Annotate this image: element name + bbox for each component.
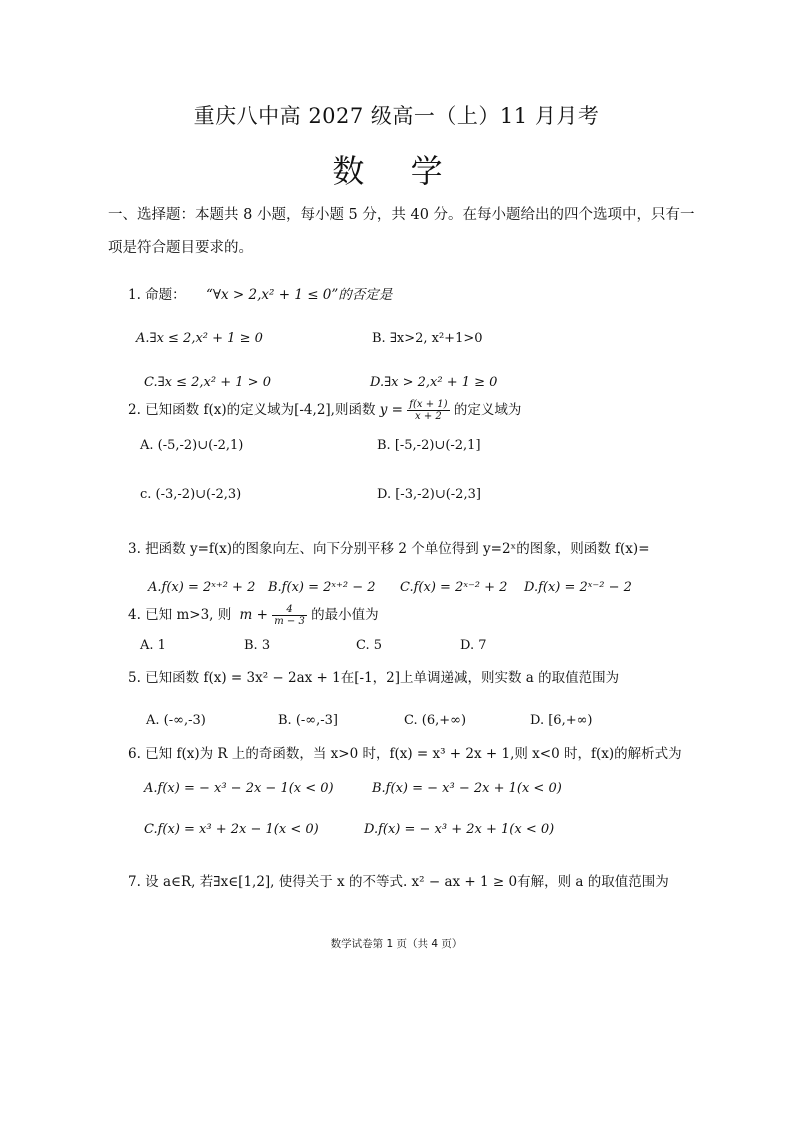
question-6: 6. 已知 f(x)为 R 上的奇函数，当 x>0 时，f(x) = x³ + 2x + 1,则 x<0 时，f(x)的解析式为	[128, 746, 682, 762]
q2-option-a: A. (-5,-2)∪(-2,1)	[140, 438, 244, 453]
question-4-fraction-numerator: 4	[272, 604, 307, 616]
subject-title: 数 学	[332, 152, 461, 190]
question-4-fraction	[272, 604, 307, 627]
question-4-prefix: 4. 已知 m>3, 则	[128, 607, 232, 623]
q5-option-d: D. [6,+∞)	[530, 713, 593, 728]
page-title: 重庆八中高 2027 级高一（上）11 月月考	[193, 104, 600, 128]
q1-option-a: A.∃x ≤ 2,x² + 1 ≥ 0	[136, 331, 263, 346]
q5-option-a: A. (-∞,-3)	[146, 713, 206, 728]
question-2-prefix: 2. 已知函数 f(x)的定义域为[-4,2],则函数	[128, 402, 376, 418]
q4-option-b: B. 3	[244, 638, 271, 653]
question-4-fraction-denominator: m − 3	[274, 616, 305, 627]
q6-option-d: D.f(x) = − x³ + 2x + 1(x < 0)	[364, 822, 555, 837]
question-1-prefix: 1. 命题：	[128, 287, 186, 303]
q3-option-d: D.f(x) = 2ˣ⁻² − 2	[524, 580, 632, 595]
question-2-y-equals: y =	[379, 402, 403, 418]
q4-option-d: D. 7	[460, 638, 487, 653]
q1-option-c: C.∃x ≤ 2,x² + 1 > 0	[144, 375, 271, 390]
q1-option-b: B. ∃x>2, x²+1>0	[372, 331, 483, 346]
q1-option-d: D.∃x > 2,x² + 1 ≥ 0	[370, 375, 498, 390]
q4-option-a: A. 1	[140, 638, 166, 653]
question-1-statement: “∀x > 2,x² + 1 ≤ 0”的否定是	[205, 287, 393, 303]
question-5: 5. 已知函数 f(x) = 3x² − 2ax + 1在[-1，2]上单调递减，则实数 a 的取值范围为	[128, 670, 620, 686]
q5-option-c: C. (6,+∞)	[404, 713, 467, 728]
question-2-fraction-numerator: f(x + 1)	[409, 399, 448, 410]
q6-option-c: C.f(x) = x³ + 2x − 1(x < 0)	[144, 822, 319, 837]
question-7: 7. 设 a∈R, 若∃x∈[1,2], 使得关于 x 的不等式. x² − ax + 1 ≥ 0有解，则 a 的取值范围为	[128, 874, 669, 890]
question-2-fraction-denominator: x + 2	[415, 411, 442, 422]
q6-option-a: A.f(x) = − x³ − 2x − 1(x < 0)	[144, 781, 334, 796]
q3-option-b: B.f(x) = 2ˣ⁺² − 2	[268, 580, 376, 595]
question-4-m-plus: m +	[239, 607, 268, 623]
question-1	[128, 283, 392, 303]
question-4-suffix: 的最小值为	[311, 607, 379, 623]
section-heading-line1: 一、选择题：本题共 8 小题，每小题 5 分，共 40 分。在每小题给出的四个选项中，只有一	[108, 207, 695, 223]
q2-option-c: c. (-3,-2)∪(-2,3)	[140, 487, 242, 502]
section-heading-line2: 项是符合题目要求的。	[108, 240, 253, 256]
q3-option-a: A.f(x) = 2ˣ⁺² + 2	[148, 580, 256, 595]
q2-option-d: D. [-3,-2)∪(-2,3]	[377, 487, 481, 502]
question-2-fraction	[407, 399, 449, 422]
question-2	[128, 398, 521, 422]
question-2-suffix: 的定义域为	[453, 402, 522, 418]
question-3: 3. 把函数 y=f(x)的图象向左、向下分别平移 2 个单位得到 y=2ˣ的图象，则函数 f(x)=	[128, 541, 650, 557]
q6-option-b: B.f(x) = − x³ − 2x + 1(x < 0)	[372, 781, 562, 796]
q2-option-b: B. [-5,-2)∪(-2,1]	[377, 438, 481, 453]
q5-option-b: B. (-∞,-3]	[278, 713, 338, 728]
q4-option-c: C. 5	[356, 638, 383, 653]
q3-option-c: C.f(x) = 2ˣ⁻² + 2	[400, 580, 508, 595]
question-4	[128, 603, 379, 627]
page-footer: 数学试卷第 1 页（共 4 页）	[330, 938, 463, 950]
